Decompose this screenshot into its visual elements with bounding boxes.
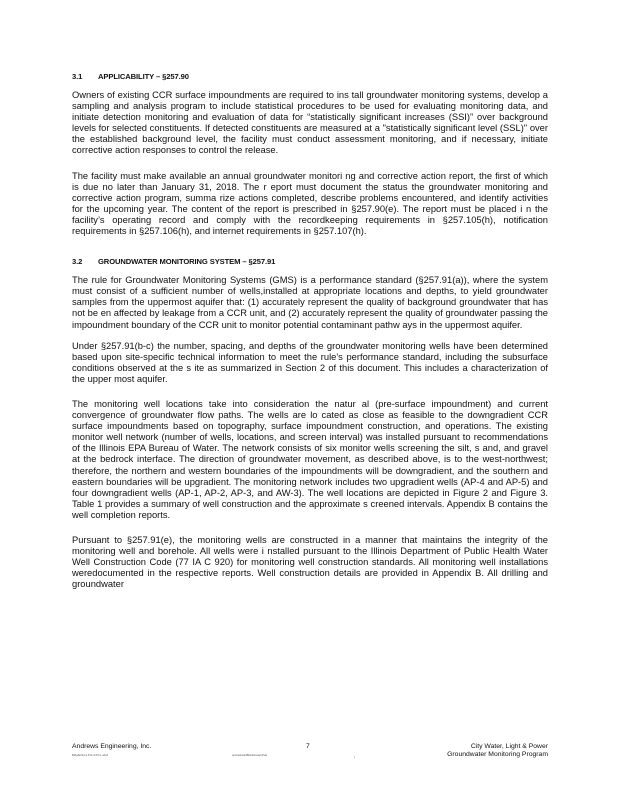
paragraph: The rule for Groundwater Monitoring Systems (GMS) is a performance standard (§257.91(a)), where the system must consist of a sufficient number of wells,installed at appropriate locations and depths, to yield groundwater samples from the uppermost aquifer that: (1) accurately represent the quality of background groundwater that has not be en affected by leakage from a CCR unit, and (2) accurately represent the quality of groundwater passing the impoundment boundary of the CCR unit to monitor potential contaminant pathw ays in the uppermost aquifer. [72, 275, 548, 330]
footer-center-text: spcCasticsk0BstokbvsekvPsqt [232, 754, 268, 757]
section-heading-groundwater-monitoring-system [72, 257, 548, 266]
paragraph: Owners of existing CCR surface impoundments are required to ins tall groundwater monitoring systems, develop a sampling and analysis program to include statistical procedures to be used for evaluating monitoring data, and initiate detection monitoring and evaluation of data for “statistically significant increases (SSI)” over background levels for selected constituents. If detected constituents are measured at a "statistically significant level (SSL)" over the established background level, the facility must conduct assessment monitoring, and if necessary, initiate corrective action responses to control the release. [72, 90, 548, 156]
footer-company: Andrews Engineering, Inc. [72, 743, 152, 750]
section-number: 3.2 [72, 257, 83, 267]
footer-client [447, 743, 548, 759]
footer-mark: | [354, 755, 355, 759]
paragraph: Under §257.91(b-c) the number, spacing, and depths of the groundwater monitoring wells have been determined based upon site-specific technical information to meet the rule's performance standard, including the subsurface conditions observed at the s ite as summarized in Section 2 of this document. This includes a characterization of the upper most aquifer. [72, 340, 548, 384]
footer-file-path: Bldg/E01/1k.Pr0-4/1Tcc.udsd [72, 754, 109, 757]
page-footer [72, 743, 548, 773]
footer-client-name: City Water, Light & Power [470, 743, 548, 750]
page-content [72, 72, 548, 604]
footer-program-name: Groundwater Monitoring Program [447, 751, 548, 759]
paragraph: The facility must make available an annual groundwater monitori ng and corrective action report, the first of which is due no later than January 31, 2018. The r eport must document the status the groundwater monitoring and corrective action program, summa rize actions completed, describe problems encountered, and identify activities for the upcoming year. The content of the report is prescribed in §257.90(e). The report must be placed i n the facility’s operating record and comply with the recordkeeping requirements in §257.105(h), notification requirements in §257.106(h), and internet requirements in §257.107(h). [72, 170, 548, 237]
footer-page-number: 7 [306, 743, 310, 750]
section-title: GROUNDWATER MONITORING SYSTEM – §257.91 [98, 257, 276, 267]
paragraph: Pursuant to §257.91(e), the monitoring wells are constructed in a manner that maintains the integrity of the monitoring well and borehole. All wells were i nstalled pursuant to the Illinois Department of Public Health Water Well Construction Code (77 IA C 920) for monitoring well construction standards. All monitoring well installations weredocumented in the respective reports. Well construction details are provided in Appendix B. All drilling and groundwater [72, 535, 548, 590]
paragraph: The monitoring well locations take into consideration the natur al (pre-surface impoundment) and current convergence of groundwater flow paths. The wells are lo cated as close as feasible to the downgradient CCR surface impoundments based on topography, surface impoundment construction, and operations. The existing monitor well network (number of wells, locations, and screen interval) was installed pursuant to recommendations of the Illinois EPA Bureau of Water. The network consists of six monitor wells screening the silt, s and, and gravel at the bedrock interface. The direction of groundwater movement, as described above, is to the west-northwest; therefore, the northern and western boundaries of the impoundments will be downgradient, and the southern and eastern boundaries will be upgradient. The monitoring network includes two upgradient wells (AP-4 and AP-5) and four downgradient wells (AP-1, AP-2, AP-3, and AW-3). The well locations are depicted in Figure 2 and Figure 3. Table 1 provides a summary of well construction and the approximate s creened intervals. Appendix B contains the well completion reports. [72, 398, 548, 520]
section-title: APPLICABILITY – §257.90 [98, 72, 189, 81]
section-number: 3.1 [72, 72, 83, 81]
section-heading-applicability [72, 72, 548, 81]
